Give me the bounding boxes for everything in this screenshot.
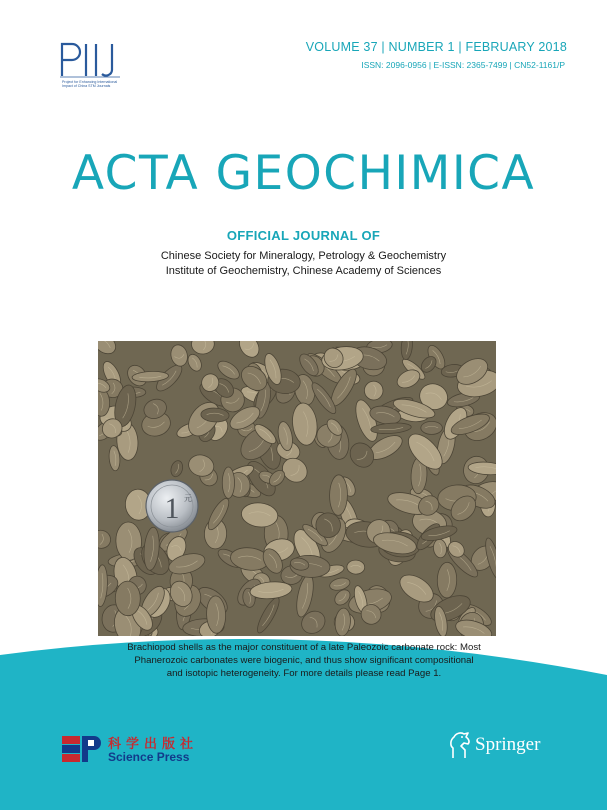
coin	[146, 480, 198, 532]
shell-texture	[437, 562, 457, 598]
science-press-chinese: 科学出版社	[108, 737, 199, 752]
cover-photo	[98, 341, 496, 636]
journal-title: ACTA GEOCHIMICA	[71, 146, 536, 201]
issn-info: ISSN: 2096-0956 | E-ISSN: 2365-7499 | CN52-1161/P	[361, 60, 565, 70]
issue-info: VOLUME 37 | NUMBER 1 | FEBRUARY 2018	[305, 40, 567, 54]
shell-texture	[329, 475, 348, 516]
shell-texture	[222, 467, 234, 498]
society-line-1: Chinese Society for Mineralogy, Petrology & Geochemistry	[160, 250, 447, 262]
shell-texture	[364, 381, 383, 400]
springer-horse-icon	[447, 730, 473, 760]
science-press-logo-icon	[62, 736, 102, 762]
springer-wordmark: Springer	[475, 734, 541, 755]
coin-unit: 元	[184, 494, 192, 503]
official-journal-heading: OFFICIAL JOURNAL OF	[226, 228, 381, 243]
pijj-caption-line-1: Project for Enhancing International	[62, 80, 118, 84]
photo-caption	[100, 641, 508, 680]
society-line-2: Institute of Geochemistry, Chinese Academy of Sciences	[165, 265, 442, 277]
footer-teal-band	[0, 600, 607, 810]
pijj-logo-caption	[62, 80, 144, 88]
pijj-caption-line-2: Impact of China STM Journals	[62, 84, 111, 89]
caption-line-1: Brachiopod shells as the major constituent of a late Paleozoic carbonate rock: Most	[127, 642, 481, 653]
coin-numeral: 1	[164, 492, 180, 525]
caption-line-3: and isotopic heterogeneity. For more details please read Page 1.	[166, 668, 442, 679]
science-press-english: Science Press	[108, 750, 190, 764]
caption-line-2: Phanerozoic carbonates were biogenic, and thus show significant compositional	[134, 655, 474, 666]
shell-texture	[421, 421, 443, 434]
